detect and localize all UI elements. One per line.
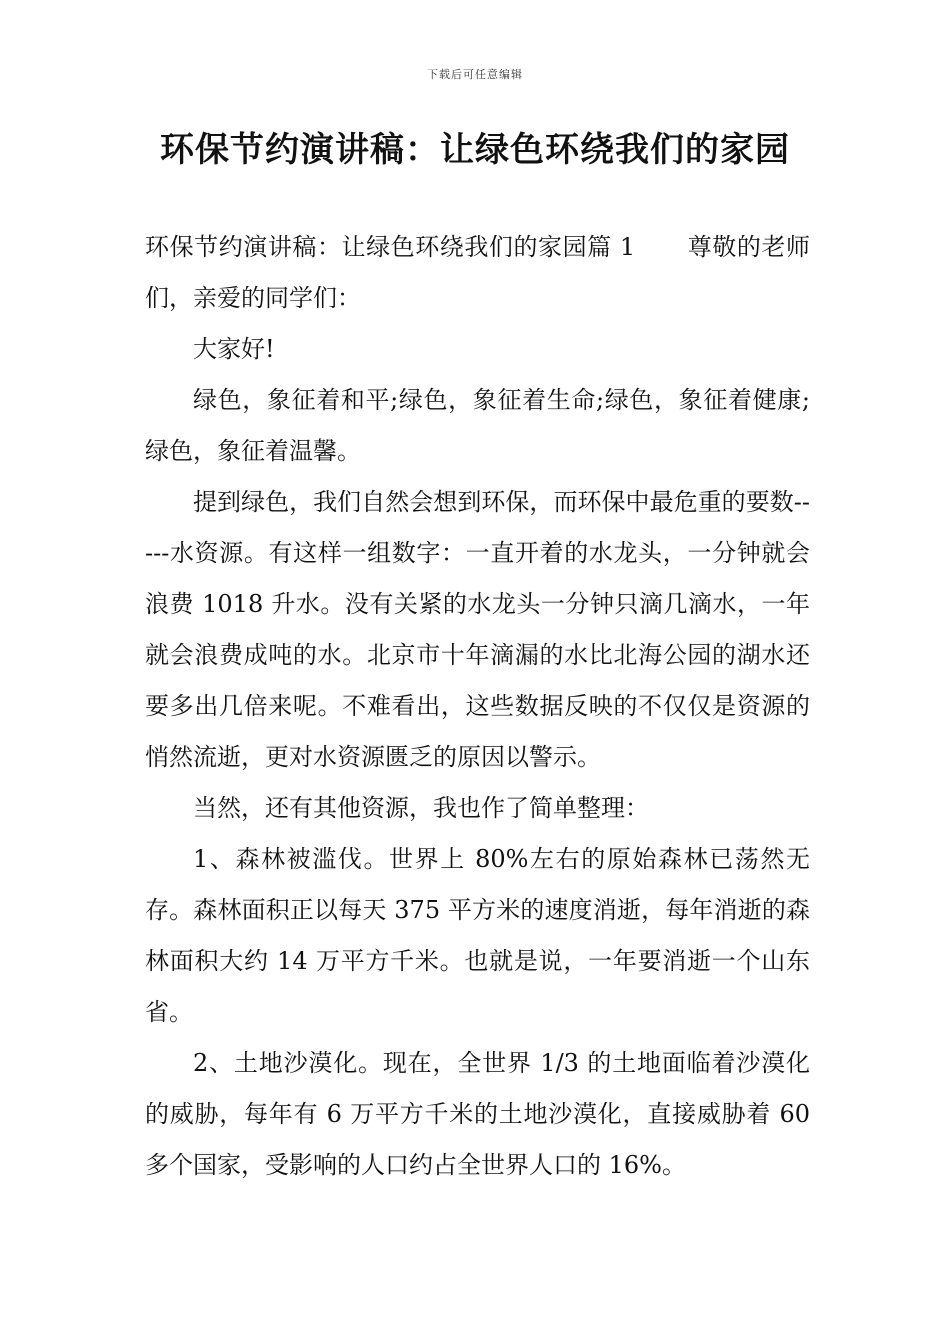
intro-heading: 环保节约演讲稿：让绿色环绕我们的家园篇 1 [145, 233, 636, 261]
page-header-note: 下载后可任意编辑 [427, 68, 523, 81]
paragraph-green-meaning: 绿色，象征着和平;绿色，象征着生命;绿色，象征着健康;绿色，象征着温馨。 [145, 386, 810, 465]
document-body [145, 222, 810, 1191]
paragraph-desertification: 2、土地沙漠化。现在，全世界 1/3 的土地面临着沙漠化的威胁，每年有 6 万平方千米的土地沙漠化，直接威胁着 60 多个国家，受影响的人口约占全世界人口的 16%。 [145, 1049, 810, 1179]
paragraph-other-resources: 当然，还有其他资源，我也作了简单整理： [193, 794, 649, 822]
paragraph-water-resources: 提到绿色，我们自然会想到环保，而环保中最危重的要数-----水资源。有这样一组数字：一直开着的水龙头，一分钟就会浪费 1018 升水。没有关紧的水龙头一分钟只滴几滴水，一年就会浪费成吨的水。北京市十年滴漏的水比北海公园的湖水还要多出几倍来呢。不难看出，这些数据反映的不仅仅是资源的悄然流逝，更对水资源匮乏的原因以警示。 [145, 488, 810, 771]
document-title: 环保节约演讲稿：让绿色环绕我们的家园 [160, 130, 790, 170]
paragraph-greeting: 大家好! [193, 335, 275, 363]
salutation: 尊敬的老师们，亲爱的同学们： [145, 233, 810, 312]
paragraph-deforestation: 1、森林被滥伐。世界上 80%左右的原始森林已荡然无存。森林面积正以每天 375 平方米的速度消逝，每年消逝的森林面积大约 14 万平方千米。也就是说，一年要消逝一个山东省。 [145, 845, 810, 1026]
intro-paragraph [145, 222, 810, 324]
